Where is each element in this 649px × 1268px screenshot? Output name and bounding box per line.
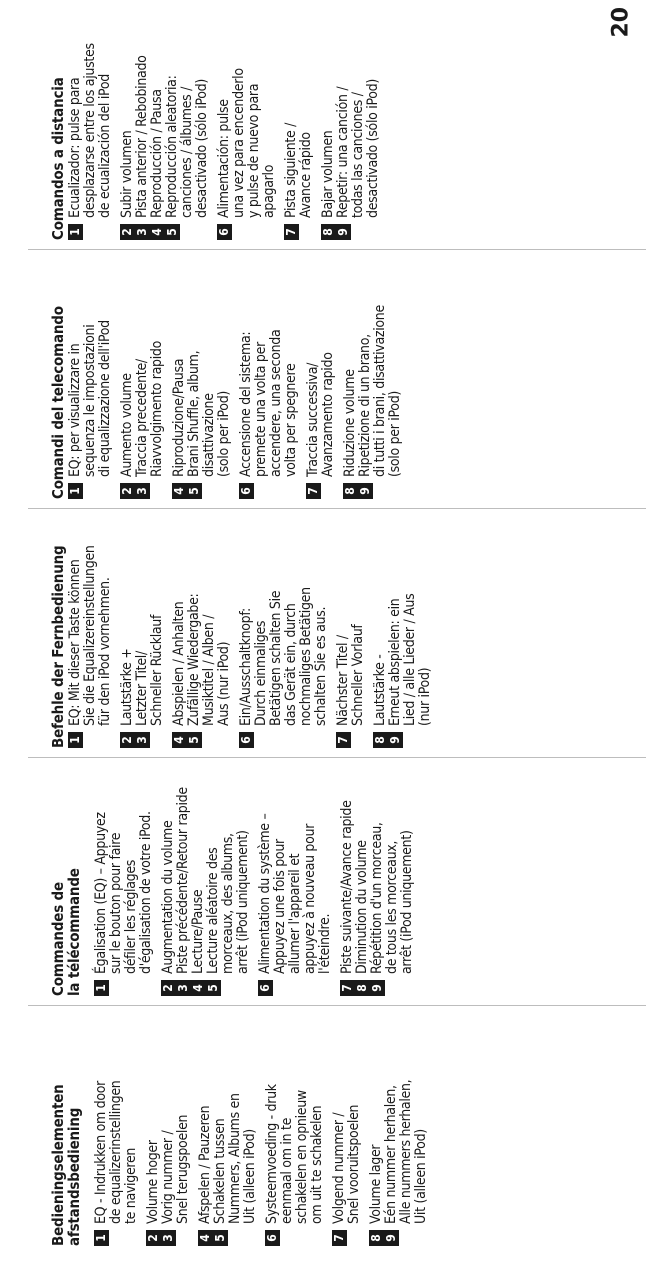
item-text: Aumento volume <box>119 373 135 477</box>
list-item <box>191 746 206 996</box>
number-badge: 9 <box>358 483 373 499</box>
item-text: Vorig nummer / Snel terugspoelen <box>160 1114 191 1224</box>
list-item <box>343 249 358 499</box>
column-divider <box>28 1005 646 1006</box>
item-text: Diminution du volume <box>354 840 370 974</box>
list-item <box>150 8 165 240</box>
item-text: Répétition d'un morceau, de tous les morceaux, arrêt (iPod uniquement) <box>369 822 415 974</box>
list-item <box>161 996 191 1246</box>
number-badge: 7 <box>284 224 299 240</box>
item-text: Lautstärke - <box>372 654 388 726</box>
list-item <box>388 498 433 748</box>
item-text: Eén nummer herhalen, Alle nummers herhalen, Uit (alleen iPod) <box>383 1079 429 1224</box>
number-badge: 9 <box>370 980 385 996</box>
list-item <box>94 996 139 1246</box>
number-badge: 4 <box>191 980 206 996</box>
number-badge: 2 <box>161 980 176 996</box>
number-badge: 3 <box>161 1230 176 1246</box>
list-item <box>213 996 258 1246</box>
item-text: Lecture/Pause <box>190 889 206 974</box>
item-text: Riproduzione/Pausa <box>171 358 187 477</box>
item-text: EQ: Mit dieser Taste können Sie die Equalizereinstellungen für den iPod vornehmen. <box>67 545 113 726</box>
list-item <box>135 249 165 499</box>
number-badge: 4 <box>172 483 187 499</box>
item-list <box>94 746 415 996</box>
number-badge: 6 <box>258 980 273 996</box>
item-text: Reproducción / Pausa <box>149 89 165 218</box>
list-item <box>239 249 299 499</box>
list-item <box>340 746 355 996</box>
item-text: Lautstärke + <box>119 648 135 726</box>
item-text: Ein/Ausschaltknopf: Durch einmaliges Betätigen schalten Sie das Gerät ein, durch nochmaliges Betätigen schalten Sie es aus. <box>238 587 329 726</box>
item-list <box>68 498 433 748</box>
column-title: Commandes de la télécommande <box>49 868 83 996</box>
list-item <box>336 498 366 748</box>
number-badge: 8 <box>343 483 358 499</box>
column-divider <box>28 757 646 758</box>
item-text: Riduzione volume <box>342 369 358 477</box>
number-badge: 9 <box>388 732 403 748</box>
number-badge: 6 <box>239 732 254 748</box>
number-badge: 1 <box>68 224 83 240</box>
list-item <box>369 996 384 1246</box>
item-text: Abspielen / Anhalten <box>171 601 187 726</box>
list-item <box>172 498 187 748</box>
list-item <box>94 746 154 996</box>
number-badge: 6 <box>217 224 232 240</box>
number-badge: 8 <box>321 224 336 240</box>
item-list <box>94 996 429 1246</box>
list-item <box>206 746 251 996</box>
item-text: Zufällige Wiedergabe: Musiktitel / Alben / Aus (nur iPod) <box>186 593 232 726</box>
list-item <box>258 746 333 996</box>
column-title: Bedieningselementen afstandsbediening <box>49 1084 83 1246</box>
number-badge: 1 <box>94 1230 109 1246</box>
item-text: Erneut abspielen: ein Lied / alle Lieder / Aus (nur iPod) <box>387 593 433 726</box>
item-text: Systeemvoeding - druk eenmaal om in te schakelen en opnieuw om uit te schakelen <box>264 1084 325 1224</box>
list-item <box>306 249 336 499</box>
number-badge: 3 <box>135 224 150 240</box>
item-text: Piste suivante/Avance rapide <box>339 800 355 974</box>
item-text: Ecualizador: pulse para desplazarse entre los ajustes de ecualización del iPod <box>67 43 113 218</box>
column-title: Comandi del telecomando <box>49 306 67 499</box>
number-badge: 7 <box>336 732 351 748</box>
number-badge: 7 <box>332 1230 347 1246</box>
item-text: Afspelen / Pauzeren <box>197 1105 213 1224</box>
list-item <box>321 8 336 240</box>
number-badge: 3 <box>135 483 150 499</box>
number-badge: 7 <box>306 483 321 499</box>
list-item <box>172 249 187 499</box>
item-text: Volume lager <box>368 1144 384 1224</box>
number-badge: 9 <box>384 1230 399 1246</box>
list-item <box>146 996 161 1246</box>
item-text: Repetir: una canción / todas las canciones / desactivado (sólo iPod) <box>335 79 381 218</box>
list-item <box>135 8 150 240</box>
item-text: Égalisation (EQ) – Appuyez sur le bouton pour faire défiler les réglages d'égalisation de votre iPod. <box>93 811 154 974</box>
list-item <box>217 8 277 240</box>
item-text: Volume hoger <box>145 1140 161 1224</box>
column-italian <box>0 254 649 499</box>
number-badge: 6 <box>239 483 254 499</box>
column-divider <box>28 249 646 250</box>
number-badge: 4 <box>150 224 165 240</box>
item-text: Schakelen tussen Nummers, Albums en Uit (alleen iPod) <box>212 1093 258 1224</box>
number-badge: 8 <box>355 980 370 996</box>
item-text: Piste précédente/Retour rapide <box>175 787 191 974</box>
number-badge: 5 <box>165 224 180 240</box>
page-number: 20 <box>608 6 634 38</box>
item-text: Bajar volumen <box>320 130 336 218</box>
list-item <box>187 498 232 748</box>
list-item <box>120 249 135 499</box>
list-item <box>161 746 176 996</box>
list-item <box>135 498 165 748</box>
column-french <box>0 751 649 996</box>
number-badge: 5 <box>187 732 202 748</box>
number-badge: 3 <box>176 980 191 996</box>
column-divider <box>28 508 646 509</box>
list-item <box>284 8 314 240</box>
list-item <box>187 249 232 499</box>
item-text: Volgend nummer / Snel vooruitspoelen <box>331 1104 362 1224</box>
number-badge: 2 <box>146 1230 161 1246</box>
item-list <box>68 249 403 499</box>
list-item <box>165 8 210 240</box>
number-badge: 9 <box>336 224 351 240</box>
item-text: Alimentation du système – Appuyez une fois pour allumer l'appareil et appuyez à nouveau pour l'éteindre. <box>257 813 333 974</box>
number-badge: 6 <box>265 1230 280 1246</box>
list-item <box>198 996 213 1246</box>
number-badge: 4 <box>198 1230 213 1246</box>
item-text: EQ: per visualizzare in sequenza le impostazioni di equalizzazione dell'iPod <box>67 320 113 477</box>
column-spanish <box>0 0 649 240</box>
item-text: Pista anterior / Rebobinado <box>134 55 150 218</box>
list-item <box>355 746 370 996</box>
list-item <box>68 8 113 240</box>
number-badge: 5 <box>206 980 221 996</box>
list-item <box>120 8 135 240</box>
item-list <box>68 8 381 240</box>
list-item <box>120 498 135 748</box>
column-dutch <box>0 1001 649 1246</box>
item-text: Accensione del sistema: premete una volta per accendere, una seconda volta per spegnere <box>238 329 299 477</box>
list-item <box>265 996 325 1246</box>
column-german <box>0 503 649 748</box>
list-item <box>239 498 329 748</box>
item-text: Subir volumen <box>119 130 135 218</box>
item-text: Brani Shuffle, album, disattivazione (solo per iPod) <box>186 350 232 477</box>
list-item <box>332 996 362 1246</box>
item-text: Augmentation du volume <box>160 820 176 974</box>
number-badge: 8 <box>373 732 388 748</box>
item-text: Lecture aléatoire des morceaux, des albums, arrêt (iPod uniquement) <box>205 830 251 974</box>
list-item <box>358 249 403 499</box>
list-item <box>373 498 388 748</box>
item-text: EQ - Indrukken om door de equalizerinstellingen te navigeren <box>93 1080 139 1224</box>
list-item <box>336 8 381 240</box>
number-badge: 1 <box>68 732 83 748</box>
list-item <box>68 498 113 748</box>
list-item <box>370 746 415 996</box>
number-badge: 8 <box>369 1230 384 1246</box>
column-title: Comandos a distancia <box>49 77 67 240</box>
column-title: Befehle der Fernbedienung <box>49 545 67 748</box>
item-text: Alimentación: pulse una vez para encenderlo y pulse de nuevo para apagarlo <box>216 68 277 218</box>
item-text: Letzter Titel/ Schneller Rücklauf <box>134 614 165 726</box>
number-badge: 7 <box>340 980 355 996</box>
number-badge: 2 <box>120 732 135 748</box>
item-text: Nächster Titel / Schneller Vorlauf <box>335 624 366 726</box>
number-badge: 3 <box>135 732 150 748</box>
number-badge: 1 <box>94 980 109 996</box>
number-badge: 5 <box>187 483 202 499</box>
list-item <box>176 746 191 996</box>
number-badge: 2 <box>120 224 135 240</box>
list-item <box>68 249 113 499</box>
number-badge: 4 <box>172 732 187 748</box>
number-badge: 2 <box>120 483 135 499</box>
item-text: Pista siguiente / Avance rápido <box>283 122 314 218</box>
number-badge: 1 <box>68 483 83 499</box>
item-text: Traccia successiva/ Avanzamento rapido <box>305 352 336 477</box>
item-text: Traccia precedente/ Riavvolgimento rapido <box>134 340 165 477</box>
item-text: Ripetizione di un brano, di tutti i brani, disattivazione (solo per iPod) <box>357 305 403 477</box>
item-text: Reproducción aleatoria: canciones / álbumes / desactivado (sólo iPod) <box>164 75 210 218</box>
list-item <box>384 996 429 1246</box>
number-badge: 5 <box>213 1230 228 1246</box>
